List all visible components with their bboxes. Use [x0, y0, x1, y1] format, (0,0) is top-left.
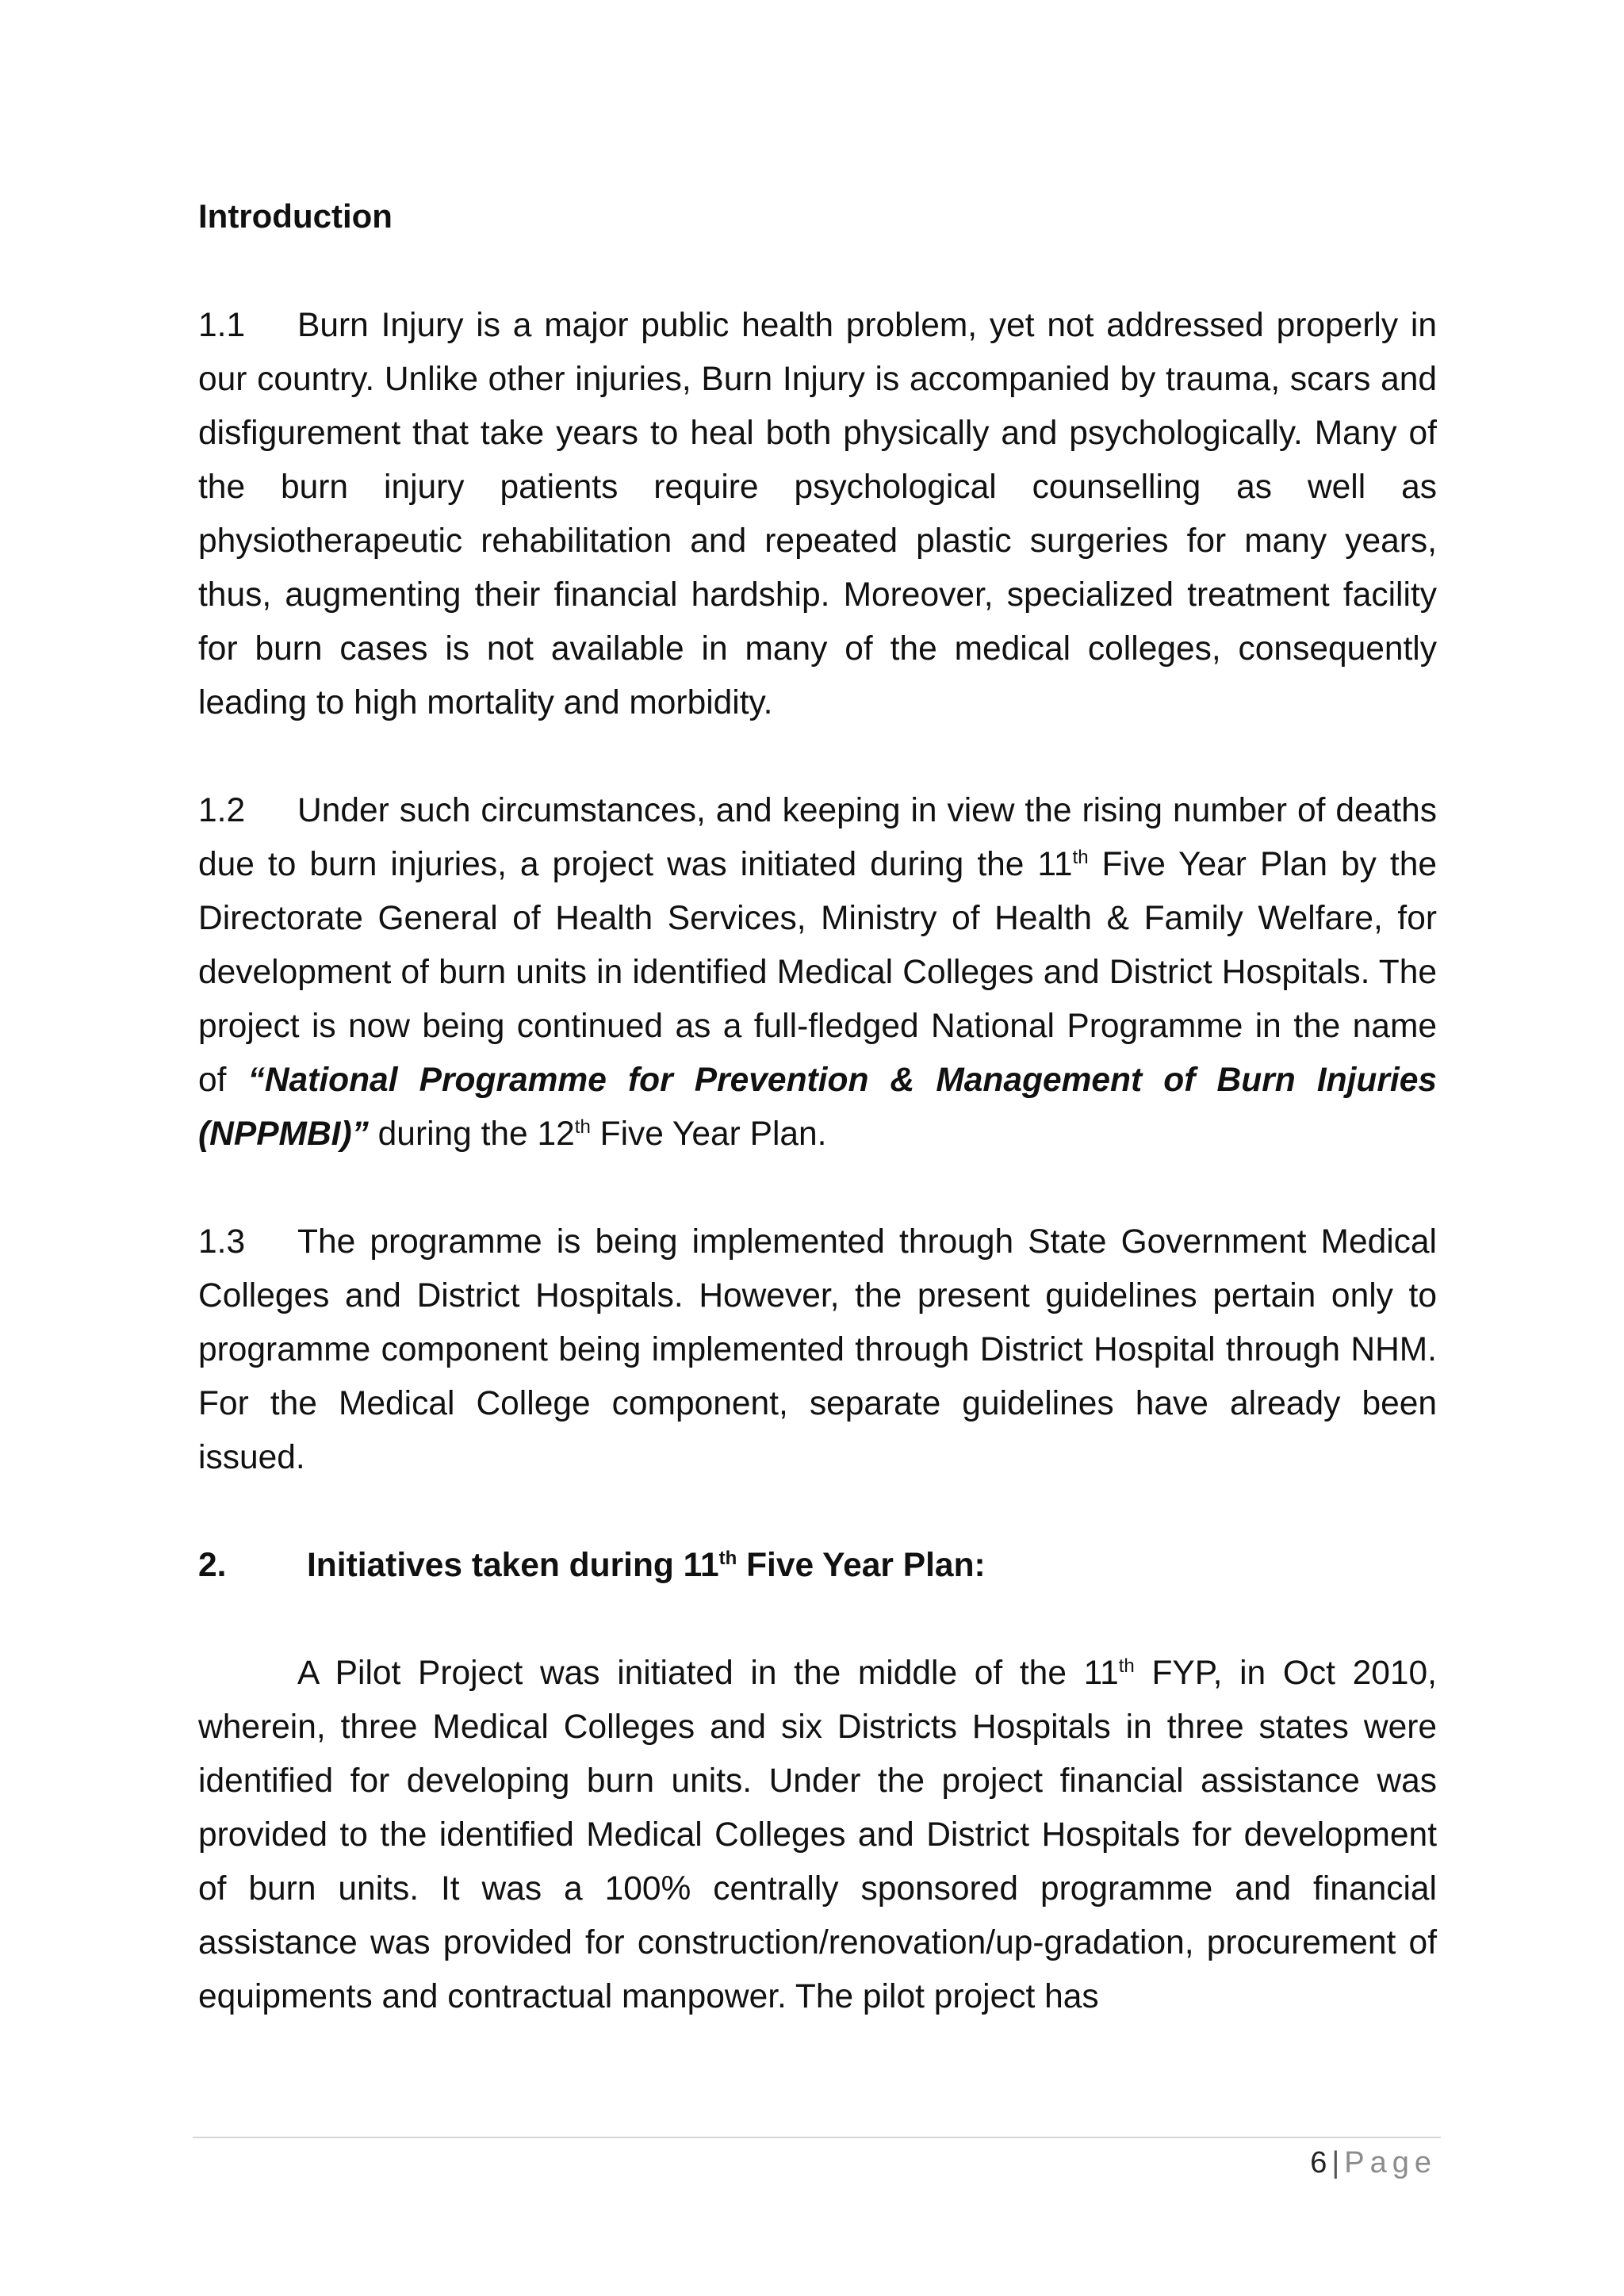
page-footer [1310, 2141, 1437, 2185]
footer-separator: | [1331, 2146, 1340, 2179]
document-page [198, 194, 1437, 2078]
superscript: th [718, 1547, 737, 1569]
paragraph-1-3 [198, 1215, 1437, 1485]
section-2-heading [198, 1539, 1437, 1593]
section-number: 2. [198, 1547, 227, 1584]
paragraph-text: Burn Injury is a major public health problem, yet not addressed properly in our country. Unlike other injuries, Burn Injury is accompanied by trauma, scars and disfigurement that take years to heal both physically and psychologically. Many of the burn injury patients require psychological counselling as well as physiotherapeutic rehabilitation and repeated plastic surgeries for many years, thus, augmenting their financial hardship. Moreover, specialized treatment facility for burn cases is not available in many of the medical colleges, consequently leading to high mortality and morbidity. [198, 307, 1437, 721]
paragraph-1-1 [198, 299, 1437, 730]
superscript: th [1072, 846, 1089, 868]
paragraph-number: 1.2 [198, 792, 246, 829]
paragraph-text: A Pilot Project was initiated in the middle of the 11 [297, 1655, 1119, 1692]
paragraph-text: Five Year Plan. [590, 1115, 827, 1153]
paragraph-number: 1.3 [198, 1223, 246, 1261]
paragraph-number: 1.1 [198, 307, 246, 344]
paragraph-1-2 [198, 784, 1437, 1161]
paragraph-text: during the 12 [368, 1115, 575, 1153]
section-title: Introduction [198, 197, 393, 235]
paragraph-text: Under such circumstances, and keeping in view the rising number of deaths due to burn injuries, a project was initiated during the 11 [198, 792, 1437, 883]
paragraph-text: FYP, in Oct 2010, wherein, three Medical Colleges and six Districts Hospitals in three states were identified for developing burn units. Under the project financial assistance was provided to the identified Medical Colleges and District Hospitals for development of burn units. It was a 100% centrally sponsored programme and financial assistance was provided for construction/renovation/up-gradation, procurement of equipments and contractual manpower. The pilot project has [198, 1655, 1437, 2015]
programme-name: “National Programme for Prevention & Management of Burn Injuries (NPPMBI)” [198, 1062, 1437, 1153]
page-number: 6 [1310, 2146, 1327, 2179]
superscript: th [1118, 1655, 1135, 1677]
section-heading-text: Five Year Plan: [737, 1547, 986, 1584]
footer-divider [193, 2137, 1441, 2138]
superscript: th [574, 1115, 591, 1138]
section-heading-text: Initiatives taken during 11 [307, 1547, 719, 1584]
paragraph-text: The programme is being implemented through State Government Medical Colleges and District Hospitals. However, the present guidelines pertain only to programme component being implemented through District Hospital through NHM. For the Medical College component, separate guidelines have already been issued. [198, 1223, 1437, 1476]
page-label: Page [1344, 2146, 1437, 2179]
paragraph-2 [198, 1647, 1437, 2024]
paragraph-text: Five Year Plan by the Directorate General of Health Services, Ministry of Health & Family Welfare, for development of burn units in identified Medical Colleges and District Hospitals. The project is now being continued as a full-fledged National Programme in the name of [198, 846, 1437, 1099]
